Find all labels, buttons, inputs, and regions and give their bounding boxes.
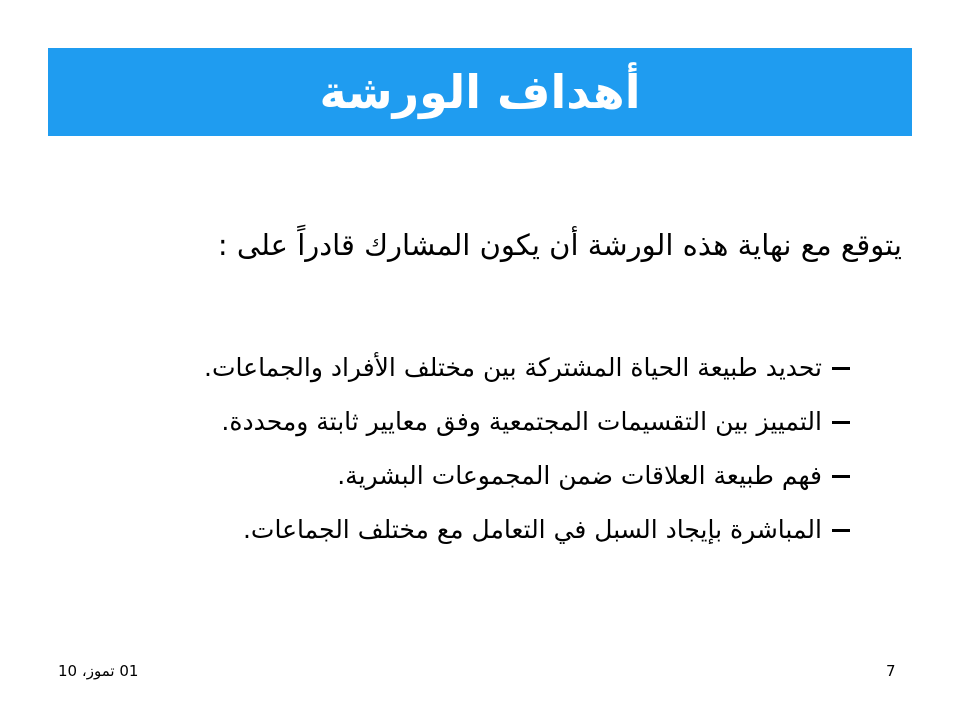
title-bar xyxy=(48,48,912,136)
page-number: 7 xyxy=(886,662,896,680)
objectives-list xyxy=(130,352,850,568)
list-item-text: فهم طبيعة العلاقات ضمن المجموعات البشرية. xyxy=(337,461,822,490)
dash-bullet-icon xyxy=(832,529,850,532)
list-item xyxy=(130,460,850,492)
footer-date: 01 تموز، 10 xyxy=(58,662,139,680)
list-item-text: التمييز بين التقسيمات المجتمعية وفق معايير ثابتة ومحددة. xyxy=(221,407,822,436)
intro-text: يتوقع مع نهاية هذه الورشة أن يكون المشارك قادراً على : xyxy=(217,228,902,262)
list-item xyxy=(130,406,850,438)
dash-bullet-icon xyxy=(832,367,850,370)
dash-bullet-icon xyxy=(832,475,850,478)
list-item xyxy=(130,514,850,546)
dash-bullet-icon xyxy=(832,421,850,424)
list-item-text: تحديد طبيعة الحياة المشتركة بين مختلف الأفراد والجماعات. xyxy=(204,353,822,382)
list-item-text: المباشرة بإيجاد السبل في التعامل مع مختلف الجماعات. xyxy=(242,515,822,544)
list-item xyxy=(130,352,850,384)
slide-title: أهداف الورشة xyxy=(319,65,641,119)
